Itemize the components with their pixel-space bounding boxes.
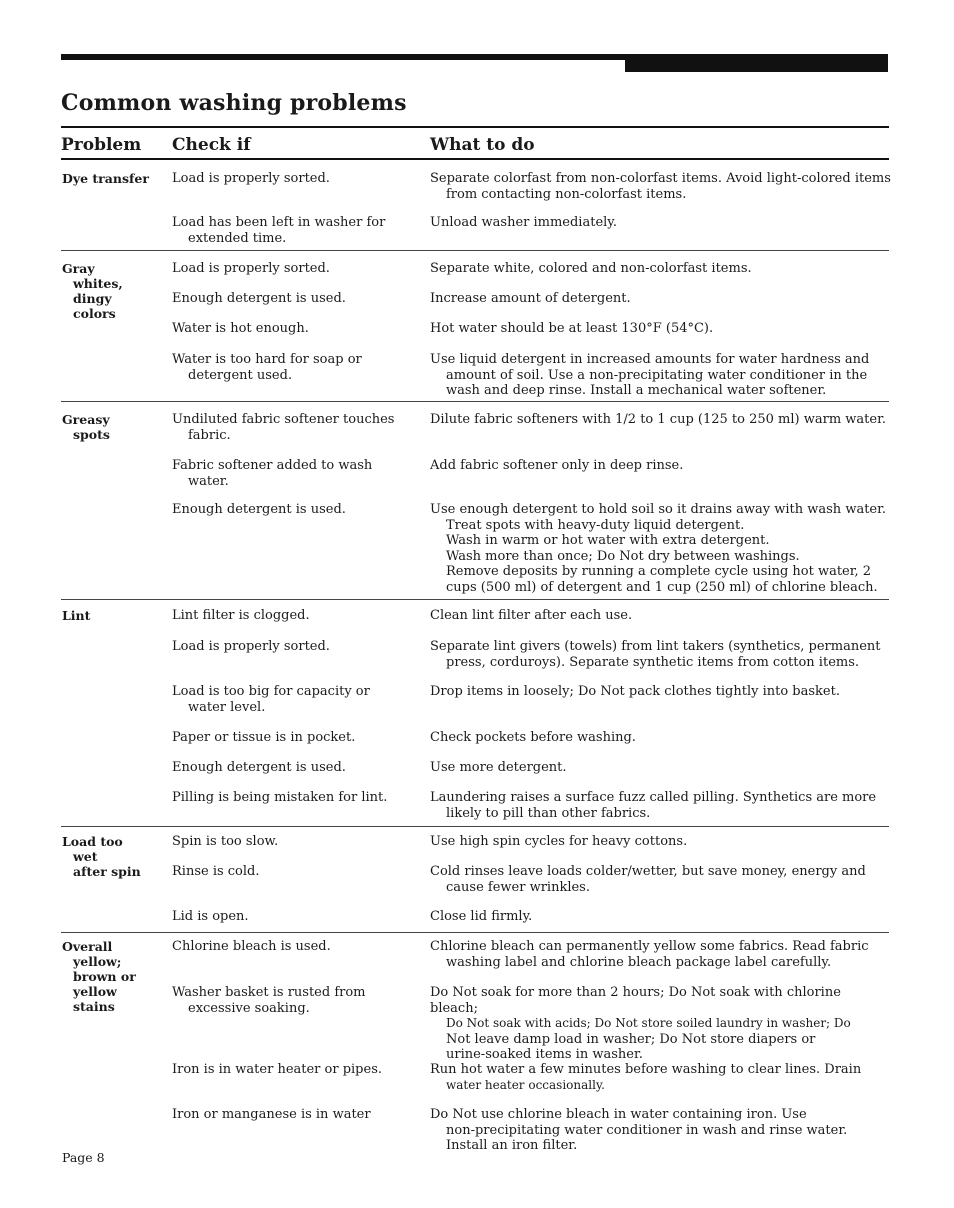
check-if-cell: [172, 291, 412, 307]
check-if-cell-line: Water is hot enough.: [172, 321, 309, 336]
problem-label-line: spots: [73, 427, 110, 442]
problem-label-line: Gray: [62, 261, 95, 276]
check-if-cell-line: water.: [188, 473, 229, 489]
problem-label-line: stains: [73, 999, 115, 1014]
what-to-do-cell: [430, 458, 892, 474]
what-to-do-cell: [430, 261, 892, 277]
check-if-cell: [172, 321, 412, 337]
what-to-do-cell: [430, 1107, 892, 1154]
check-if-cell: [172, 502, 412, 518]
what-to-do-cell-line: Use more detergent.: [430, 760, 567, 775]
check-if-cell-line: Fabric softener added to wash: [172, 458, 373, 473]
what-to-do-cell: [430, 864, 892, 895]
what-to-do-cell: [430, 639, 892, 670]
check-if-cell: [172, 790, 412, 806]
what-to-do-cell-line: amount of soil. Use a non-precipitating water conditioner in the: [446, 367, 868, 383]
check-if-cell-line: Washer basket is rusted from: [172, 985, 366, 1000]
what-to-do-cell-line: Use liquid detergent in increased amounts for water hardness and: [430, 352, 870, 367]
what-to-do-cell-line: Separate colorfast from non-colorfast items. Avoid light-colored items: [430, 171, 891, 186]
check-if-cell-line: detergent used.: [188, 367, 293, 383]
check-if-cell: [172, 412, 412, 443]
what-to-do-cell-line: Separate white, colored and non-colorfast items.: [430, 261, 752, 276]
what-to-do-cell-line: Treat spots with heavy-duty liquid detergent.: [446, 517, 745, 533]
what-to-do-cell-line: Run hot water a few minutes before washing to clear lines. Drain: [430, 1062, 862, 1077]
check-if-cell-line: Load is too big for capacity or: [172, 684, 370, 699]
what-to-do-cell-line: Check pockets before washing.: [430, 730, 636, 745]
problem-label-line: Lint: [62, 608, 91, 623]
check-if-cell-line: Rinse is cold.: [172, 864, 260, 879]
check-if-cell-line: fabric.: [188, 427, 231, 443]
check-if-cell: [172, 730, 412, 746]
section-divider: [61, 250, 889, 251]
header-problem: Problem: [61, 135, 142, 155]
what-to-do-cell-line: Laundering raises a surface fuzz called pilling. Synthetics are more: [430, 790, 877, 805]
check-if-cell-line: Iron or manganese is in water: [172, 1107, 371, 1122]
problem-label-line: after spin: [73, 864, 141, 879]
what-to-do-cell-line: Hot water should be at least 130°F (54°C).: [430, 321, 714, 336]
section-divider: [61, 932, 889, 933]
check-if-cell: [172, 864, 412, 880]
what-to-do-cell: [430, 909, 892, 925]
what-to-do-cell: [430, 684, 892, 700]
problem-label-line: yellow;: [73, 954, 122, 969]
check-if-cell-line: Load is properly sorted.: [172, 171, 330, 186]
problem-label: [62, 608, 162, 623]
what-to-do-cell-line: Wash more than once; Do Not dry between washings.: [446, 548, 800, 564]
what-to-do-cell-line: water heater occasionally.: [446, 1077, 605, 1092]
check-if-cell: [172, 171, 412, 187]
what-to-do-cell-line: Do Not soak for more than 2 hours; Do Not soak with chlorine bleach;: [430, 985, 841, 1016]
what-to-do-cell: [430, 1062, 892, 1093]
check-if-cell-line: Enough detergent is used.: [172, 291, 346, 306]
page-title: Common washing problems: [61, 90, 407, 116]
what-to-do-cell-line: Separate lint givers (towels) from lint takers (synthetics, permanent: [430, 639, 881, 654]
what-to-do-cell: [430, 790, 892, 821]
what-to-do-cell-line: Use enough detergent to hold soil so it drains away with wash water.: [430, 502, 887, 517]
what-to-do-cell: [430, 730, 892, 746]
check-if-cell: [172, 1107, 412, 1123]
what-to-do-cell: [430, 985, 892, 1063]
check-if-cell-line: excessive soaking.: [188, 1000, 310, 1016]
check-if-cell-line: Load is properly sorted.: [172, 639, 330, 654]
check-if-cell-line: Spin is too slow.: [172, 834, 279, 849]
what-to-do-cell-line: from contacting non-colorfast items.: [446, 186, 687, 202]
problem-label-line: dingy: [73, 291, 112, 306]
problem-label-line: Dye transfer: [62, 171, 149, 186]
check-if-cell-line: Chlorine bleach is used.: [172, 939, 331, 954]
check-if-cell-line: water level.: [188, 699, 266, 715]
problem-label: [62, 171, 162, 186]
title-rule: [61, 126, 889, 128]
check-if-cell: [172, 639, 412, 655]
what-to-do-cell: [430, 834, 892, 850]
check-if-cell-line: extended time.: [188, 230, 287, 246]
problem-label: [62, 412, 162, 442]
what-to-do-cell-line: Clean lint filter after each use.: [430, 608, 633, 623]
what-to-do-cell-line: Increase amount of detergent.: [430, 291, 631, 306]
what-to-do-cell: [430, 412, 892, 428]
what-to-do-cell-line: Not leave damp load in washer; Do Not store diapers or: [446, 1031, 816, 1047]
what-to-do-cell: [430, 760, 892, 776]
header-what-to-do: What to do: [430, 135, 535, 155]
check-if-cell-line: Load is properly sorted.: [172, 261, 330, 276]
check-if-cell: [172, 985, 412, 1016]
check-if-cell-line: Load has been left in washer for: [172, 215, 386, 230]
what-to-do-cell-line: cause fewer wrinkles.: [446, 879, 590, 895]
what-to-do-cell-line: cups (500 ml) of detergent and 1 cup (250 ml) of chlorine bleach.: [446, 579, 878, 595]
check-if-cell: [172, 834, 412, 850]
what-to-do-cell-line: likely to pill than other fabrics.: [446, 805, 651, 821]
what-to-do-cell: [430, 608, 892, 624]
what-to-do-cell-line: Do Not use chlorine bleach in water containing iron. Use: [430, 1107, 807, 1122]
what-to-do-cell-line: press, corduroys). Separate synthetic items from cotton items.: [446, 654, 860, 670]
check-if-cell-line: Lint filter is clogged.: [172, 608, 310, 623]
page-number: Page 8: [62, 1150, 105, 1165]
problem-label: [62, 834, 162, 879]
check-if-cell-line: Pilling is being mistaken for lint.: [172, 790, 388, 805]
problem-label-line: brown or: [73, 969, 136, 984]
what-to-do-cell-line: Chlorine bleach can permanently yellow some fabrics. Read fabric: [430, 939, 869, 954]
check-if-cell: [172, 458, 412, 489]
what-to-do-cell-line: Dilute fabric softeners with 1/2 to 1 cup (125 to 250 ml) warm water.: [430, 412, 887, 427]
check-if-cell-line: Enough detergent is used.: [172, 760, 346, 775]
what-to-do-cell: [430, 171, 892, 202]
check-if-cell: [172, 352, 412, 383]
what-to-do-cell-line: non-precipitating water conditioner in wash and rinse water.: [446, 1122, 848, 1138]
check-if-cell: [172, 684, 412, 715]
check-if-cell-line: Water is too hard for soap or: [172, 352, 362, 367]
what-to-do-cell: [430, 215, 892, 231]
header-rule: [61, 158, 889, 160]
problem-label: [62, 261, 162, 321]
check-if-cell-line: Enough detergent is used.: [172, 502, 346, 517]
problem-label: [62, 939, 162, 1014]
problem-label-line: whites,: [73, 276, 123, 291]
what-to-do-cell-line: Add fabric softener only in deep rinse.: [430, 458, 684, 473]
problem-label-line: Overall: [62, 939, 113, 954]
section-divider: [61, 826, 889, 827]
problem-label-line: yellow: [73, 984, 117, 999]
section-divider: [61, 599, 889, 600]
check-if-cell-line: Paper or tissue is in pocket.: [172, 730, 356, 745]
what-to-do-cell: [430, 352, 892, 399]
what-to-do-cell: [430, 502, 892, 595]
what-to-do-cell-line: wash and deep rinse. Install a mechanical water softener.: [446, 383, 827, 398]
check-if-cell-line: Lid is open.: [172, 909, 249, 924]
check-if-cell-line: Undiluted fabric softener touches: [172, 412, 395, 427]
check-if-cell: [172, 608, 412, 624]
what-to-do-cell-line: Close lid firmly.: [430, 909, 533, 924]
check-if-cell: [172, 1062, 412, 1078]
header-check-if: Check if: [172, 135, 251, 155]
section-divider: [61, 401, 889, 402]
check-if-cell: [172, 909, 412, 925]
problem-label-line: Greasy: [62, 412, 110, 427]
top-decorative-tab: [625, 54, 888, 72]
what-to-do-cell-line: Do Not soak with acids; Do Not store soiled laundry in washer; Do: [446, 1016, 851, 1030]
what-to-do-cell-line: Cold rinses leave loads colder/wetter, but save money, energy and: [430, 864, 866, 879]
check-if-cell: [172, 760, 412, 776]
what-to-do-cell-line: Wash in warm or hot water with extra detergent.: [446, 533, 770, 548]
what-to-do-cell-line: Install an iron filter.: [446, 1138, 578, 1153]
check-if-cell-line: Iron is in water heater or pipes.: [172, 1062, 382, 1077]
what-to-do-cell-line: washing label and chlorine bleach package label carefully.: [446, 954, 832, 970]
problem-label-line: colors: [73, 306, 116, 321]
problem-label-line: Load too: [62, 834, 123, 849]
check-if-cell: [172, 261, 412, 277]
what-to-do-cell-line: Unload washer immediately.: [430, 215, 618, 230]
check-if-cell: [172, 215, 412, 246]
what-to-do-cell-line: Use high spin cycles for heavy cottons.: [430, 834, 688, 849]
what-to-do-cell: [430, 321, 892, 337]
problem-label-line: wet: [73, 849, 98, 864]
what-to-do-cell-line: Drop items in loosely; Do Not pack clothes tightly into basket.: [430, 684, 840, 699]
what-to-do-cell: [430, 291, 892, 307]
check-if-cell: [172, 939, 412, 955]
what-to-do-cell-line: urine-soaked items in washer.: [446, 1047, 643, 1062]
what-to-do-cell-line: Remove deposits by running a complete cycle using hot water, 2: [446, 564, 872, 579]
what-to-do-cell: [430, 939, 892, 970]
